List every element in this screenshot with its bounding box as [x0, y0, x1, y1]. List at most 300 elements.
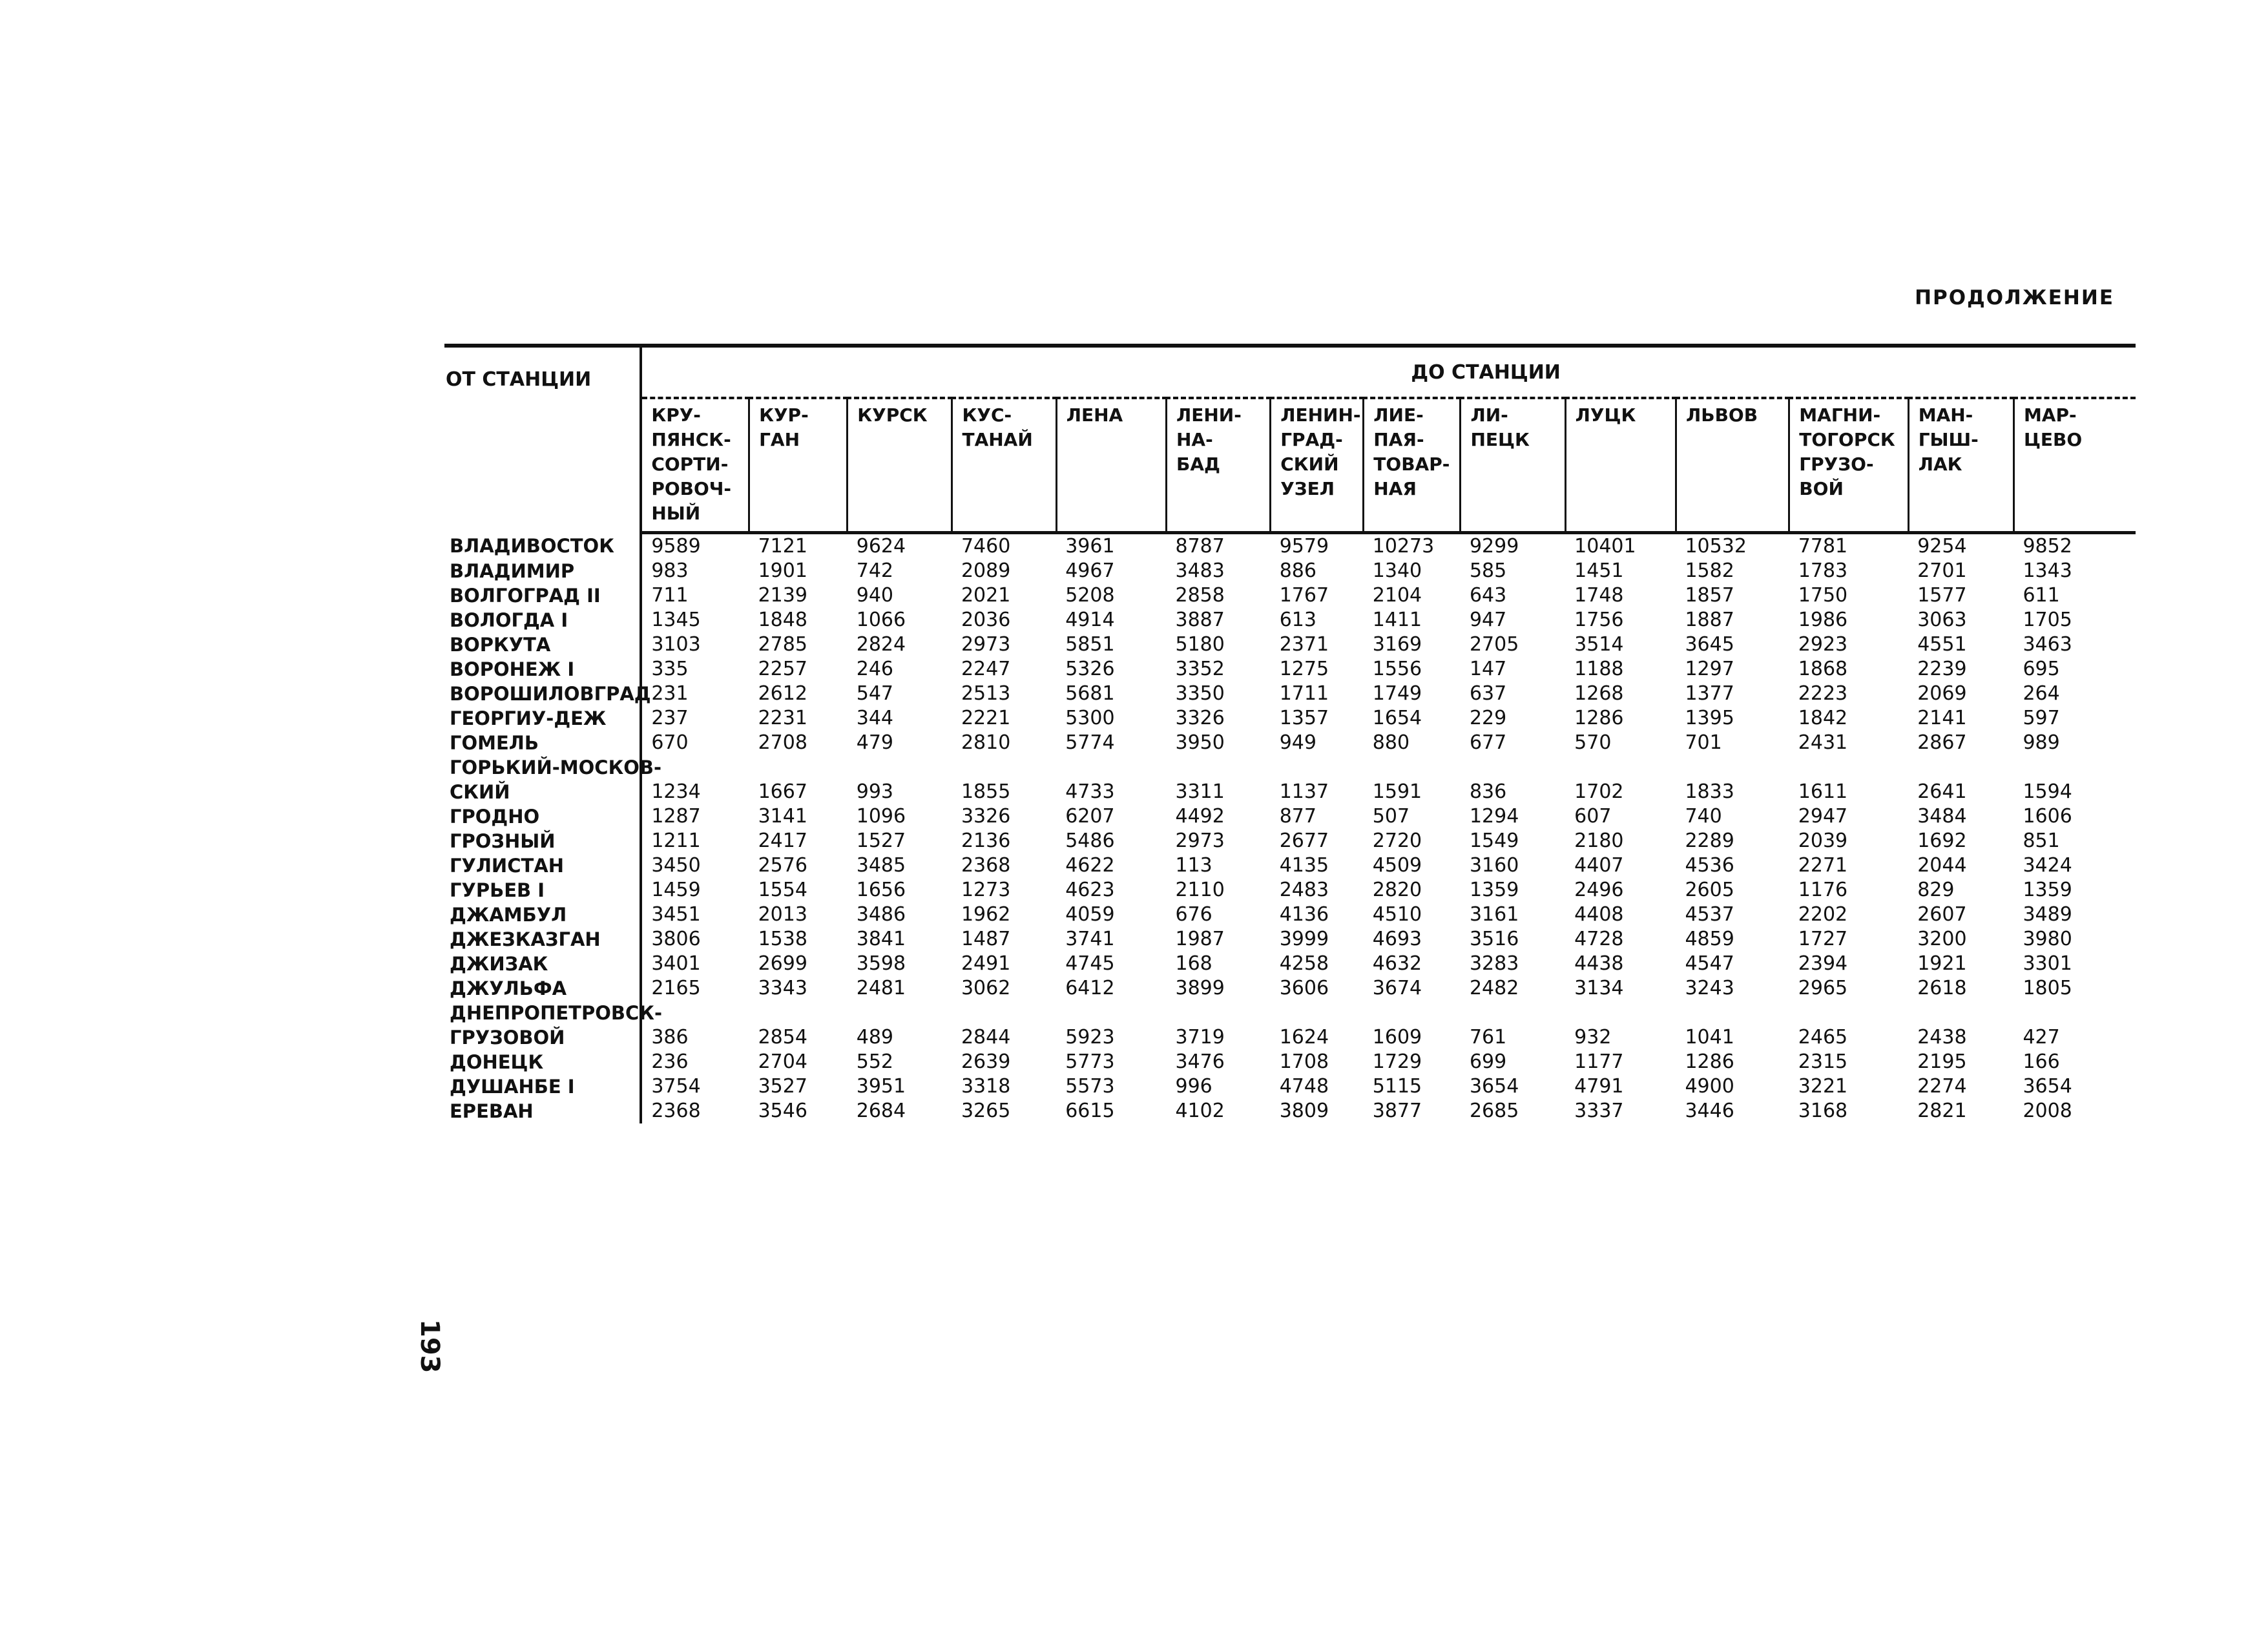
distance-cell: 695: [2023, 658, 2060, 680]
distance-cell: 940: [856, 584, 893, 607]
distance-cell: 4791: [1574, 1075, 1624, 1098]
distance-cell: 1887: [1685, 609, 1734, 631]
distance-cell: 1702: [1574, 780, 1624, 803]
station-name: ДОНЕЦК: [444, 1050, 641, 1074]
distance-cell: 5486: [1065, 830, 1115, 852]
distance-cell: 2368: [651, 1100, 701, 1122]
station-name: ГЕОРГИУ-ДЕЖ: [444, 706, 641, 731]
distance-cell: 3484: [1917, 805, 1967, 828]
distance-cell: 996: [1175, 1075, 1212, 1098]
station-name: ГУЛИСТАН: [444, 853, 641, 878]
distance-cell: 1137: [1279, 780, 1329, 803]
distance-cell: [1789, 755, 1908, 780]
distance-cell: 9624: [856, 535, 906, 558]
table-row: [444, 1074, 2136, 1099]
distance-cell: 1729: [1372, 1050, 1422, 1073]
distance-cell: [1565, 1001, 1676, 1025]
station-name: ВОРОШИЛОВГРАД: [444, 682, 641, 706]
distance-cell: 3598: [856, 952, 906, 975]
distance-cell: 10532: [1685, 535, 1747, 558]
table-row: [444, 853, 2136, 878]
distance-cell: 2576: [758, 854, 807, 877]
distance-cell: 947: [1469, 609, 1507, 631]
distance-cell: 1287: [651, 805, 701, 828]
distance-cell: 2496: [1574, 879, 1624, 901]
distance-cell: 4408: [1574, 903, 1624, 926]
distance-cell: 1359: [2023, 879, 2072, 901]
station-name: ВОЛГОГРАД II: [444, 583, 641, 608]
distance-cell: 3899: [1175, 977, 1225, 999]
distance-cell: 2104: [1372, 584, 1422, 607]
distance-cell: 1833: [1685, 780, 1734, 803]
distance-cell: 677: [1469, 731, 1507, 754]
distance-cell: 4135: [1279, 854, 1329, 877]
destination-column-header: ЛЬВОВ: [1676, 398, 1789, 533]
distance-cell: 1756: [1574, 609, 1624, 631]
distance-cell: 2136: [961, 830, 1011, 852]
distance-cell: 1527: [856, 830, 906, 852]
table-row: [444, 903, 2136, 927]
distance-cell: 113: [1175, 854, 1212, 877]
table-row: [444, 608, 2136, 632]
distance-cell: 3877: [1372, 1100, 1422, 1122]
station-name: ГУРЬЕВ I: [444, 878, 641, 903]
distance-cell: 676: [1175, 903, 1212, 926]
distance-cell: 3311: [1175, 780, 1225, 803]
distance-cell: 1549: [1469, 830, 1519, 852]
distance-cell: 3446: [1685, 1100, 1734, 1122]
distance-cell: [1676, 755, 1789, 780]
distance-cell: 1609: [1372, 1026, 1422, 1049]
station-name: ВЛАДИВОСТОК: [444, 533, 641, 559]
distance-cell: 1855: [961, 780, 1011, 803]
destination-column-header: КУР- ГАН: [749, 398, 848, 533]
table-row: [444, 1099, 2136, 1123]
table-header: [444, 346, 2136, 533]
distance-cell: [1056, 1001, 1166, 1025]
station-name: ВЛАДИМИР: [444, 559, 641, 583]
distance-cell: 2699: [758, 952, 807, 975]
distance-cell: 9852: [2023, 535, 2072, 558]
distance-cell: 1987: [1175, 928, 1225, 950]
distance-cell: 5681: [1065, 682, 1115, 705]
distance-cell: 1211: [651, 830, 701, 852]
distance-cell: 2044: [1917, 854, 1967, 877]
distance-cell: 3283: [1469, 952, 1519, 975]
distance-cell: 4492: [1175, 805, 1225, 828]
table-body: [444, 533, 2136, 1124]
destination-column-header: ЛИ- ПЕЦК: [1461, 398, 1565, 533]
distance-cell: 3654: [1469, 1075, 1519, 1098]
distance-cell: 2513: [961, 682, 1011, 705]
distance-cell: 2947: [1798, 805, 1848, 828]
distance-cell: 3062: [961, 977, 1011, 999]
station-name: ДЖЕЗКАЗГАН: [444, 927, 641, 952]
station-name: ДЖУЛЬФА: [444, 976, 641, 1001]
distance-cell: 1554: [758, 879, 807, 901]
distance-cell: 4509: [1372, 854, 1422, 877]
distance-cell: 2810: [961, 731, 1011, 754]
distance-cell: 932: [1574, 1026, 1612, 1049]
distance-cell: 2371: [1279, 633, 1329, 656]
station-name: ДЖАМБУЛ: [444, 903, 641, 927]
distance-cell: 2231: [758, 707, 807, 729]
page-number: 193: [415, 1319, 444, 1373]
table-row: [444, 1050, 2136, 1074]
distance-cell: 4693: [1372, 928, 1422, 950]
table-row: [444, 976, 2136, 1001]
distance-cell: 1041: [1685, 1026, 1734, 1049]
distance-cell: 2089: [961, 559, 1011, 582]
distance-cell: 2923: [1798, 633, 1848, 656]
distance-cell: 2618: [1917, 977, 1967, 999]
distance-cell: 2685: [1469, 1100, 1519, 1122]
distance-cell: 1411: [1372, 609, 1422, 631]
distance-cell: 2821: [1917, 1100, 1967, 1122]
destination-column-header: ЛЕНИ- НА- БАД: [1166, 398, 1270, 533]
distance-cell: [1364, 755, 1461, 780]
distance-cell: 607: [1574, 805, 1612, 828]
distance-cell: 1359: [1469, 879, 1519, 901]
distance-cell: 949: [1279, 731, 1316, 754]
distance-cell: 6412: [1065, 977, 1115, 999]
distance-cell: 1749: [1372, 682, 1422, 705]
distance-cell: 5773: [1065, 1050, 1115, 1073]
distance-cell: 9579: [1279, 535, 1329, 558]
distance-cell: 2705: [1469, 633, 1519, 656]
distance-cell: 4102: [1175, 1100, 1225, 1122]
distance-cell: 547: [856, 682, 893, 705]
distance-cell: 1708: [1279, 1050, 1329, 1073]
distance-cell: [848, 755, 952, 780]
distance-cell: 3489: [2023, 903, 2072, 926]
distance-cell: 1727: [1798, 928, 1848, 950]
distance-cell: 1275: [1279, 658, 1329, 680]
distance-cell: 3999: [1279, 928, 1329, 950]
distance-cell: 2641: [1917, 780, 1967, 803]
distance-cell: 3168: [1798, 1100, 1848, 1122]
distance-cell: 3546: [758, 1100, 807, 1122]
distance-cell: 5300: [1065, 707, 1115, 729]
distance-cell: 3063: [1917, 609, 1967, 631]
table-row: [444, 952, 2136, 976]
distance-cell: 1176: [1798, 879, 1848, 901]
destination-column-header: МАГНИ- ТОГОРСК ГРУЗО- ВОЙ: [1789, 398, 1908, 533]
table-row: [444, 632, 2136, 657]
distance-cell: 3326: [961, 805, 1011, 828]
continuation-label: ПРОДОЛЖЕНИЕ: [1915, 286, 2114, 309]
distance-cell: 1343: [2023, 559, 2072, 582]
distance-cell: 597: [2023, 707, 2060, 729]
distance-cell: 3141: [758, 805, 807, 828]
distance-cell: 1848: [758, 609, 807, 631]
distance-cell: 147: [1469, 658, 1507, 680]
distance-cell: 7781: [1798, 535, 1848, 558]
distance-cell: 983: [651, 559, 689, 582]
distance-cell: 3169: [1372, 633, 1422, 656]
station-name: ЕРЕВАН: [444, 1099, 641, 1123]
distance-cell: 3200: [1917, 928, 1967, 950]
distance-cell: 2701: [1917, 559, 1967, 582]
distance-cell: 2973: [961, 633, 1011, 656]
distance-cell: 2394: [1798, 952, 1848, 975]
table-row: [444, 1001, 2136, 1025]
distance-cell: 1711: [1279, 682, 1329, 705]
distance-cell: 2221: [961, 707, 1011, 729]
distance-cell: [1271, 1001, 1364, 1025]
distance-cell: 2607: [1917, 903, 1967, 926]
distance-cell: 3450: [651, 854, 701, 877]
table-row: [444, 682, 2136, 706]
distance-cell: 2368: [961, 854, 1011, 877]
distance-cell: 4136: [1279, 903, 1329, 926]
distance-cell: 1611: [1798, 780, 1848, 803]
distance-cell: 2069: [1917, 682, 1967, 705]
distance-cell: [952, 755, 1056, 780]
table-row: [444, 657, 2136, 682]
distance-cell: 1297: [1685, 658, 1734, 680]
distance-cell: [1166, 755, 1270, 780]
distance-cell: 1487: [961, 928, 1011, 950]
distance-cell: [2013, 1001, 2136, 1025]
distance-cell: 2289: [1685, 830, 1734, 852]
distance-cell: 2704: [758, 1050, 807, 1073]
distance-cell: 2612: [758, 682, 807, 705]
distance-cell: 427: [2023, 1026, 2060, 1049]
distance-cell: 993: [856, 780, 893, 803]
table-row: [444, 731, 2136, 755]
distance-cell: 851: [2023, 830, 2060, 852]
distance-cell: 4859: [1685, 928, 1734, 950]
distance-cell: 829: [1917, 879, 1955, 901]
distance-cell: 236: [651, 1050, 689, 1073]
table-row: [444, 559, 2136, 583]
distance-cell: 2491: [961, 952, 1011, 975]
distance-cell: 2824: [856, 633, 906, 656]
distance-cell: 2141: [1917, 707, 1967, 729]
distance-cell: 4914: [1065, 609, 1115, 631]
distance-cell: 3318: [961, 1075, 1011, 1098]
distance-cell: 2708: [758, 731, 807, 754]
station-name: ГРОЗНЫЙ: [444, 829, 641, 853]
distance-cell: 3401: [651, 952, 701, 975]
distance-cell: 3352: [1175, 658, 1225, 680]
distance-cell: 2223: [1798, 682, 1848, 705]
distance-cell: 5851: [1065, 633, 1115, 656]
distance-cell: 3809: [1279, 1100, 1329, 1122]
destination-column-header: МАР- ЦЕВО: [2013, 398, 2136, 533]
distance-cell: 1188: [1574, 658, 1624, 680]
distance-cell: 3134: [1574, 977, 1624, 999]
distance-cell: 1273: [961, 879, 1011, 901]
distance-cell: 2315: [1798, 1050, 1848, 1073]
distance-cell: 4728: [1574, 928, 1624, 950]
distance-cell: 7460: [961, 535, 1011, 558]
to-station-header: ДО СТАНЦИИ: [641, 346, 2136, 398]
distance-cell: 4547: [1685, 952, 1734, 975]
distance-cell: 711: [651, 584, 689, 607]
distance-cell: [1908, 755, 2013, 780]
distance-cell: [1461, 1001, 1565, 1025]
distance-cell: 1594: [2023, 780, 2072, 803]
distance-cell: 1857: [1685, 584, 1734, 607]
distance-cell: 4632: [1372, 952, 1422, 975]
distance-cell: 2965: [1798, 977, 1848, 999]
distance-cell: 2195: [1917, 1050, 1967, 1073]
distance-cell: 1268: [1574, 682, 1624, 705]
table-row: [444, 583, 2136, 608]
distance-cell: 2465: [1798, 1026, 1848, 1049]
distance-cell: 2274: [1917, 1075, 1967, 1098]
distance-cell: 3961: [1065, 535, 1115, 558]
distance-cell: 2684: [856, 1100, 906, 1122]
distance-cell: 1656: [856, 879, 906, 901]
distance-cell: 3243: [1685, 977, 1734, 999]
distance-cell: 2973: [1175, 830, 1225, 852]
distance-cell: 3980: [2023, 928, 2072, 950]
station-name: ДНЕПРОПЕТРОВСК-: [444, 1001, 641, 1025]
distance-cell: 2021: [961, 584, 1011, 607]
distance-cell: 4551: [1917, 633, 1967, 656]
distance-cell: 1705: [2023, 609, 2072, 631]
distance-cell: 3343: [758, 977, 807, 999]
distance-cell: 637: [1469, 682, 1507, 705]
distance-cell: 1177: [1574, 1050, 1624, 1073]
distance-cell: 570: [1574, 731, 1612, 754]
distance-cell: [1056, 755, 1166, 780]
distance-cell: 1286: [1685, 1050, 1734, 1073]
distance-cell: 989: [2023, 731, 2060, 754]
distance-cell: 3326: [1175, 707, 1225, 729]
distance-cell: 4059: [1065, 903, 1115, 926]
destination-column-header: ЛЕНИН- ГРАД- СКИЙ УЗЕЛ: [1271, 398, 1364, 533]
distance-cell: 4537: [1685, 903, 1734, 926]
distance-cell: 246: [856, 658, 893, 680]
distance-cell: 507: [1372, 805, 1410, 828]
distance-cell: 3606: [1279, 977, 1329, 999]
distance-cell: [1908, 1001, 2013, 1025]
distance-cell: 1767: [1279, 584, 1329, 607]
distance-cell: 1748: [1574, 584, 1624, 607]
distance-cell: 1395: [1685, 707, 1734, 729]
distance-cell: [1676, 1001, 1789, 1025]
distance-cell: 3451: [651, 903, 701, 926]
distance-cell: 3674: [1372, 977, 1422, 999]
distance-cell: 4258: [1279, 952, 1329, 975]
table-row: [444, 829, 2136, 853]
distance-cell: 4745: [1065, 952, 1115, 975]
distance-cell: [1364, 1001, 1461, 1025]
distance-cell: 1345: [651, 609, 701, 631]
station-name: ДЖИЗАК: [444, 952, 641, 976]
distance-cell: 585: [1469, 559, 1507, 582]
destination-column-header: КУС- ТАНАЙ: [952, 398, 1056, 533]
table-row: [444, 706, 2136, 731]
distance-cell: 2481: [856, 977, 906, 999]
distance-cell: 3951: [856, 1075, 906, 1098]
distance-cell: 699: [1469, 1050, 1507, 1073]
distance-cell: 1750: [1798, 584, 1848, 607]
distance-cell: 5774: [1065, 731, 1115, 754]
distance-cell: 3337: [1574, 1100, 1624, 1122]
distance-cell: 1624: [1279, 1026, 1329, 1049]
distance-cell: [1789, 1001, 1908, 1025]
distance-cell: 670: [651, 731, 689, 754]
distance-table: [444, 344, 2136, 1123]
destination-column-header: ЛЕНА: [1056, 398, 1166, 533]
distance-cell: 1451: [1574, 559, 1624, 582]
distance-cell: 2008: [2023, 1100, 2072, 1122]
distance-cell: 1459: [651, 879, 701, 901]
distance-cell: 2239: [1917, 658, 1967, 680]
distance-cell: 2417: [758, 830, 807, 852]
distance-cell: 5923: [1065, 1026, 1115, 1049]
distance-cell: 2867: [1917, 731, 1967, 754]
distance-cell: 1066: [856, 609, 906, 631]
table-row: [444, 755, 2136, 780]
distance-cell: 2720: [1372, 830, 1422, 852]
distance-cell: 2820: [1372, 879, 1422, 901]
distance-cell: 3476: [1175, 1050, 1225, 1073]
distance-cell: 4536: [1685, 854, 1734, 877]
distance-cell: 7121: [758, 535, 807, 558]
distance-cell: 3950: [1175, 731, 1225, 754]
distance-cell: 1901: [758, 559, 807, 582]
distance-cell: 344: [856, 707, 893, 729]
distance-cell: 386: [651, 1026, 689, 1049]
station-name: ГОРЬКИЙ-МОСКОВ-: [444, 755, 641, 780]
distance-cell: 5115: [1372, 1075, 1422, 1098]
station-name: ДУШАНБЕ I: [444, 1074, 641, 1099]
distance-cell: 1921: [1917, 952, 1967, 975]
distance-cell: 2110: [1175, 879, 1225, 901]
distance-cell: 1842: [1798, 707, 1848, 729]
distance-cell: 3887: [1175, 609, 1225, 631]
distance-cell: 2202: [1798, 903, 1848, 926]
distance-cell: 231: [651, 682, 689, 705]
distance-cell: 611: [2023, 584, 2060, 607]
distance-cell: 168: [1175, 952, 1212, 975]
distance-cell: 1654: [1372, 707, 1422, 729]
distance-cell: 1783: [1798, 559, 1848, 582]
distance-cell: 3741: [1065, 928, 1115, 950]
distance-cell: 489: [856, 1026, 893, 1049]
distance-cell: 9589: [651, 535, 701, 558]
station-name: ВОЛОГДА I: [444, 608, 641, 632]
distance-cell: 4900: [1685, 1075, 1734, 1098]
distance-cell: 3654: [2023, 1075, 2072, 1098]
distance-cell: 2483: [1279, 879, 1329, 901]
distance-cell: 5326: [1065, 658, 1115, 680]
destination-column-header: ЛУЦК: [1565, 398, 1676, 533]
distance-cell: 1538: [758, 928, 807, 950]
station-name: ВОРОНЕЖ I: [444, 657, 641, 682]
distance-cell: 3301: [2023, 952, 2072, 975]
distance-cell: 1868: [1798, 658, 1848, 680]
distance-cell: 613: [1279, 609, 1316, 631]
distance-cell: 2605: [1685, 879, 1734, 901]
distance-cell: 1340: [1372, 559, 1422, 582]
distance-cell: 2271: [1798, 854, 1848, 877]
distance-cell: 4510: [1372, 903, 1422, 926]
distance-cell: 4407: [1574, 854, 1624, 877]
distance-cell: 3514: [1574, 633, 1624, 656]
distance-cell: 3516: [1469, 928, 1519, 950]
distance-cell: 1577: [1917, 584, 1967, 607]
distance-cell: 3841: [856, 928, 906, 950]
distance-cell: 10401: [1574, 535, 1636, 558]
station-name: ГОМЕЛЬ: [444, 731, 641, 755]
